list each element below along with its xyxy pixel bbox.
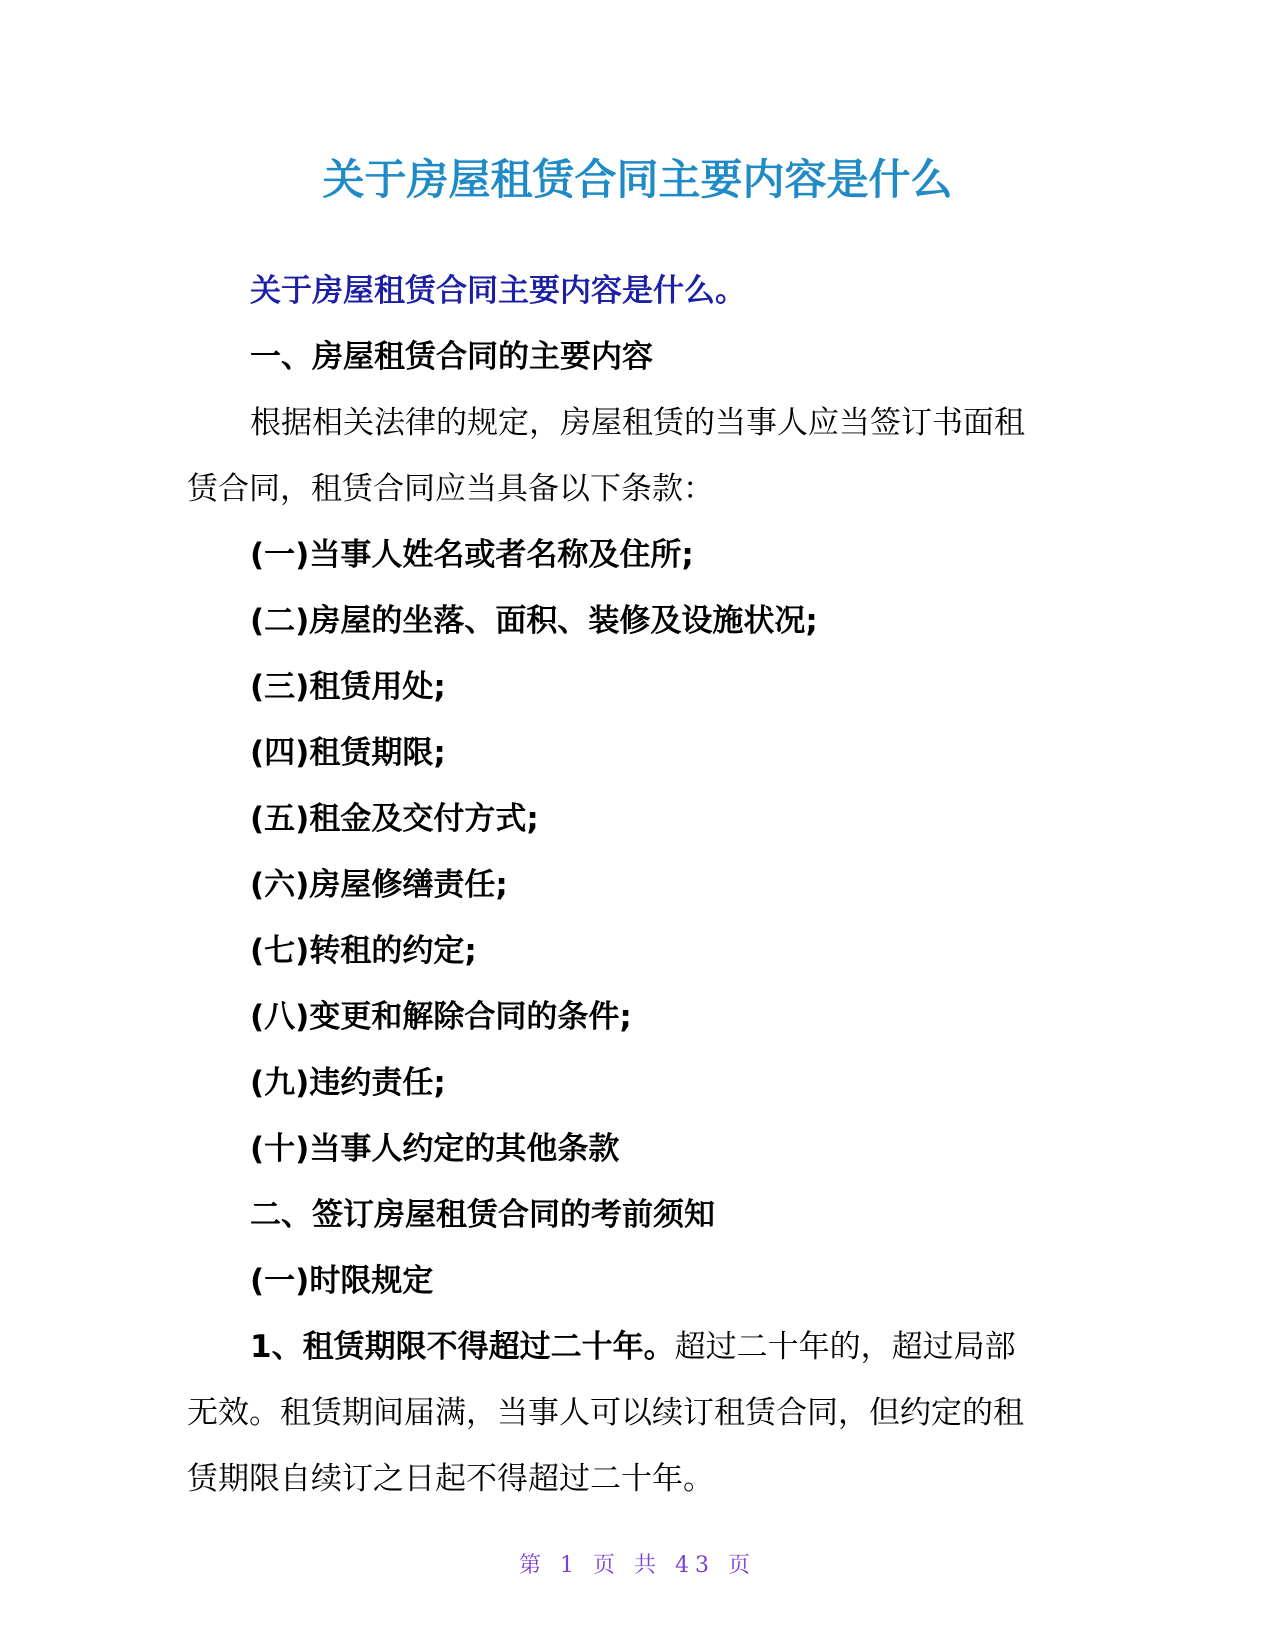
- clause-item: (九)违约责任;: [250, 1065, 446, 1101]
- clause-item: (一)当事人姓名或者名称及住所;: [250, 537, 694, 573]
- clause-item: (八)变更和解除合同的条件;: [250, 999, 632, 1035]
- clause-item: (四)租赁期限;: [250, 735, 446, 771]
- sub-heading-time-limit: (一)时限规定: [250, 1263, 434, 1299]
- subtitle: 关于房屋租赁合同主要内容是什么。: [250, 273, 746, 309]
- intro-paragraph-line-1: 根据相关法律的规定，房屋租赁的当事人应当签订书面租: [250, 405, 1025, 441]
- document-body: [187, 258, 1087, 1512]
- clause-item: (五)租金及交付方式;: [250, 801, 539, 837]
- document-title: 关于房屋租赁合同主要内容是什么: [322, 155, 953, 204]
- clause-item: (二)房屋的坐落、面积、装修及设施状况;: [250, 603, 818, 639]
- clause-item: (七)转租的约定;: [250, 933, 477, 969]
- point-1-line-1: [187, 1314, 1087, 1380]
- page-indicator: 第 1 页 共 43 页: [519, 1553, 756, 1578]
- clause-item: (六)房屋修缮责任;: [250, 867, 508, 903]
- intro-paragraph-line-2: 赁合同，租赁合同应当具备以下条款：: [187, 471, 714, 507]
- section-heading-1: 一、房屋租赁合同的主要内容: [250, 339, 653, 375]
- point-1-bold-lead: 1、租赁期限不得超过二十年。: [250, 1329, 675, 1365]
- clause-item: (十)当事人约定的其他条款: [250, 1131, 620, 1167]
- clause-item: (三)租赁用处;: [250, 669, 446, 705]
- point-1-line-3: 赁期限自续订之日起不得超过二十年。: [187, 1461, 714, 1497]
- point-1-line-2: 无效。租赁期间届满，当事人可以续订租赁合同，但约定的租: [187, 1395, 1024, 1431]
- section-heading-2: 二、签订房屋租赁合同的考前须知: [250, 1197, 715, 1233]
- point-1-rest: 超过二十年的，超过局部: [674, 1329, 1016, 1365]
